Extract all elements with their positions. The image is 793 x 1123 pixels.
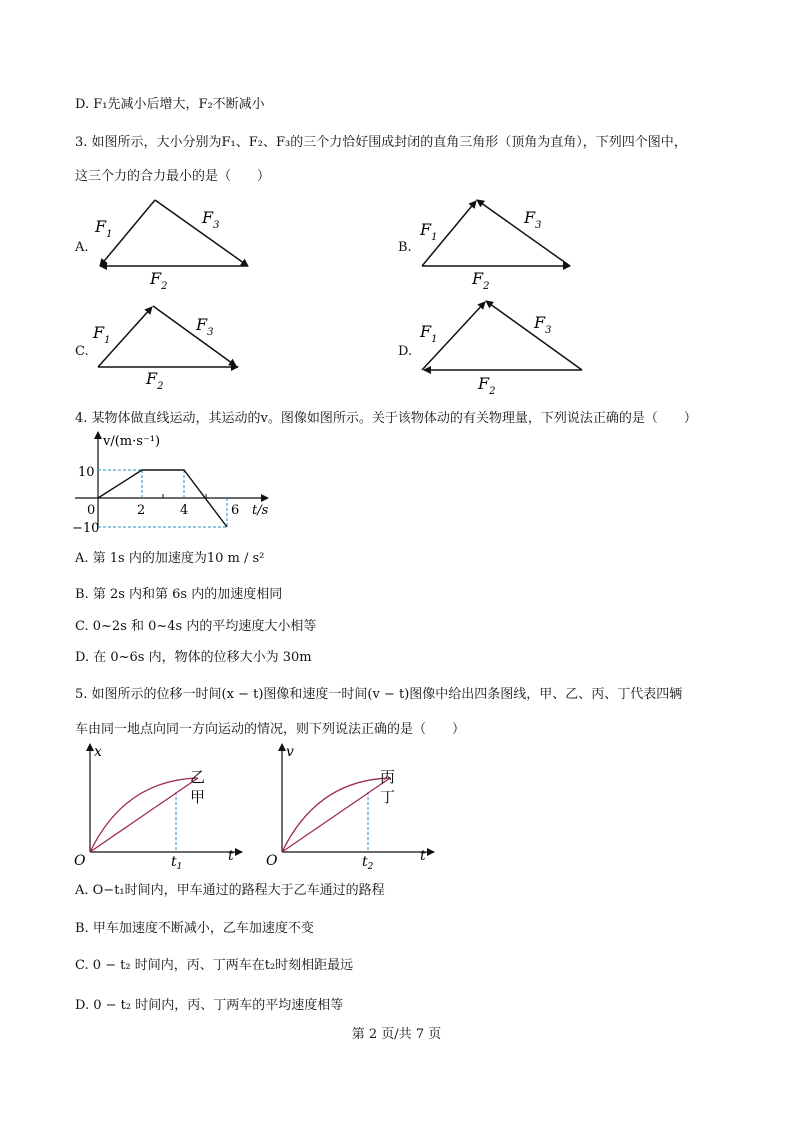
- q3-option-b-label: B.: [398, 240, 412, 255]
- q3-figure-c: [90, 300, 260, 400]
- svg-text:F3: $F_3$: [202, 208, 220, 231]
- t-axis-label: t/s: [252, 503, 269, 518]
- t-axis-label: t: [420, 848, 426, 864]
- bing-label: 丙: [380, 768, 396, 786]
- q5-stem-line1: 5. 如图所示的位移一时间(x − t)图像和速度一时间(v − t)图像中给出四条图线，甲、乙、丙、丁代表四辆: [75, 687, 683, 702]
- q3-figure-a: [90, 195, 260, 295]
- tick-0: 0: [87, 503, 96, 518]
- page-footer: 第 2 页/共 7 页: [351, 1027, 442, 1042]
- q5-option-b: B. 甲车加速度不断减小，乙车加速度不变: [75, 921, 314, 936]
- svg-text:F2: $F_2$: [472, 269, 490, 292]
- q3-option-d-label: D.: [398, 344, 413, 359]
- f1-label: F: [420, 322, 432, 341]
- tick-6: 6: [231, 503, 240, 518]
- f2-label: F: [472, 269, 484, 288]
- svg-text:t1: $t_1$: [171, 854, 183, 872]
- q3-figure-b: [412, 195, 582, 295]
- q4-option-c: C. 0~2s 和 0~4s 内的平均速度大小相等: [75, 619, 317, 634]
- q3-option-a-label: A.: [75, 240, 89, 255]
- svg-text:F2: $F_2$: [146, 369, 164, 392]
- svg-text:F3: $F_3$: [196, 315, 214, 338]
- ding-label: 丁: [380, 788, 396, 806]
- q5-vt-graph: [262, 740, 442, 870]
- svg-text:F1: $F_1$: [420, 322, 438, 345]
- x-axis-label: x: [94, 744, 102, 760]
- q2-option-d: D. F₁先减小后增大，F₂不断减小: [75, 97, 265, 112]
- svg-text:F3: $F_3$: [534, 313, 552, 336]
- q5-option-c: C. 0 − t₂ 时间内，丙、丁两车在t₂时刻相距最远: [75, 958, 354, 973]
- f2-label: F: [478, 374, 490, 393]
- q4-option-a: A. 第 1s 内的加速度为10 m / s²: [75, 551, 265, 566]
- svg-text:F3: $F_3$: [524, 208, 542, 231]
- q3-stem-line2: 这三个力的合力最小的是（ ）: [75, 169, 271, 184]
- tick-10: 10: [78, 465, 95, 480]
- q5-option-a: A. O−t₁时间内，甲车通过的路程大于乙车通过的路程: [75, 883, 385, 898]
- yi-label: 乙: [190, 768, 206, 786]
- origin-label: O: [266, 853, 278, 869]
- q5-stem-line2: 车由同一地点向同一方向运动的情况，则下列说法正确的是（ ）: [75, 722, 466, 737]
- f2-label: F: [146, 369, 158, 388]
- f3-label: F: [202, 208, 214, 227]
- q4-option-d: D. 在 0~6s 内，物体的位移大小为 30m: [75, 650, 312, 665]
- f1-label: F: [93, 323, 105, 342]
- q5-option-d: D. 0 − t₂ 时间内，丙、丁两车的平均速度相等: [75, 998, 344, 1013]
- force-f3-arrow: [486, 301, 582, 370]
- f1-label: F: [420, 220, 432, 239]
- line-bing: [282, 778, 390, 852]
- q4-stem: 4. 某物体做直线运动，其运动的v。图像如图所示。关于该物体动的有关物理量，下列说法正确的是（ ）: [75, 411, 697, 426]
- t1-label: t: [171, 854, 177, 870]
- line-yi: [90, 778, 198, 852]
- q3-option-c-label: C.: [75, 344, 89, 359]
- svg-text:F1: $F_1$: [420, 220, 438, 243]
- svg-text:F2: $F_2$: [150, 269, 168, 292]
- t2-label: t: [362, 854, 368, 870]
- f3-label: F: [196, 315, 208, 334]
- origin-label: O: [74, 853, 86, 869]
- f3-label: F: [534, 313, 546, 332]
- t-axis-label: t: [228, 848, 234, 864]
- q5-xt-graph: [70, 740, 250, 870]
- q3-stem-line1: 3. 如图所示，大小分别为F₁、F₂、F₃的三个力恰好围成封闭的直角三角形（顶角为直角），下列四个图中，: [75, 135, 687, 150]
- svg-text:F1: $F_1$: [93, 323, 111, 346]
- v-axis-label: v/(m·s⁻¹): [103, 434, 161, 449]
- f3-label: F: [524, 208, 536, 227]
- svg-text:F1: $F_1$: [95, 217, 113, 240]
- v-axis-label: v: [286, 744, 294, 760]
- tick-4: 4: [180, 503, 189, 518]
- tick-neg10: −10: [72, 521, 100, 536]
- q4-option-b: B. 第 2s 内和第 6s 内的加速度相同: [75, 587, 283, 602]
- svg-text:t2: $t_2$: [362, 854, 374, 872]
- q4-vt-graph: [70, 428, 280, 536]
- q3-figure-d: [412, 295, 592, 400]
- jia-label: 甲: [190, 788, 206, 806]
- svg-text:F2: $F_2$: [478, 374, 496, 397]
- force-f3-arrow: [153, 306, 236, 366]
- tick-2: 2: [137, 503, 146, 518]
- f1-label: F: [95, 217, 107, 236]
- f2-label: F: [150, 269, 162, 288]
